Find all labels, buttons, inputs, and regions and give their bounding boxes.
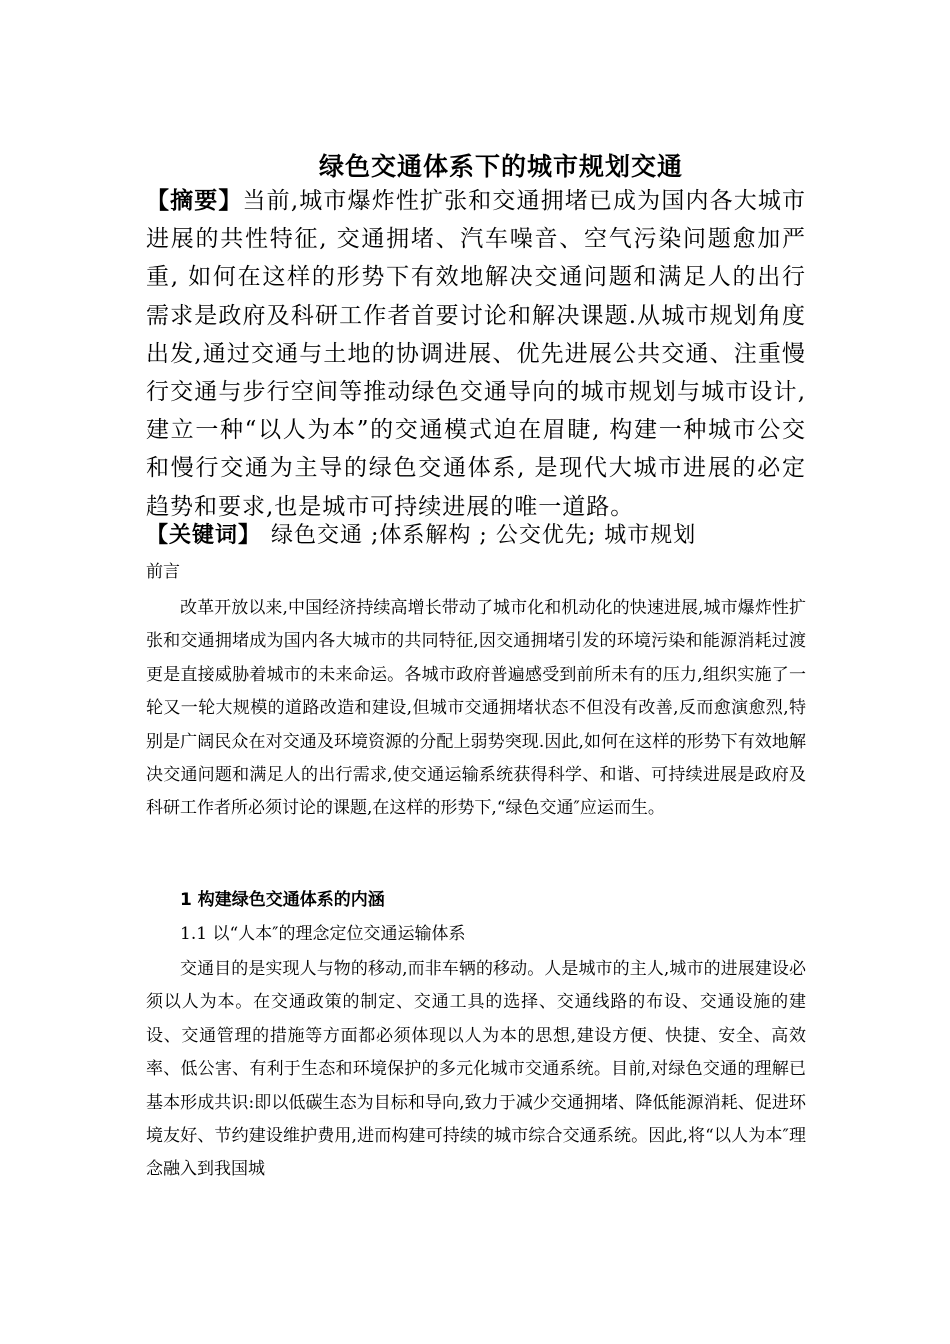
- keywords-label: 【关键词】: [146, 522, 262, 548]
- document-title: 绿色交通体系下的城市规划交通: [318, 151, 683, 181]
- paragraph-intro: 改革开放以来,中国经济持续高增长带动了城市化和机动化的快速进展,城市爆炸性扩张和交通拥堵成为国内各大城市的共同特征,因交通拥堵引发的环境污染和能源消耗过渡更是直接威胁着城市的未来命运。各城市政府普遍感受到前所未有的压力,组织实施了一轮又一轮大规模的道路改造和建设,但城市交通拥堵状态不但没有改善,反而愈演愈烈,特别是广阔民众在对交通及环境资源的分配上弱势突现.因此,如何在这样的形势下有效地解决交通问题和满足人的出行需求,使交通运输系统获得科学、和谐、可持续进展是政府及科研工作者所必须讨论的课题,在这样的形势下,“绿色交通″应运而生。: [146, 598, 806, 819]
- section-1-1-heading: 1.1 以“人本″的理念定位交通运输体系: [180, 924, 466, 944]
- keywords-text: 绿色交通 ;体系解构 ; 公交优先; 城市规划: [271, 523, 697, 548]
- abstract-text: 当前,城市爆炸性扩张和交通拥堵已成为国内各大城市进展的共性特征, 交通拥堵、汽车噪音、空气污染问题愈加严重, 如何在这样的形势下有效地解决交通问题和满足人的出行需求是政府及科研工作者首要讨论和解决课题.从城市规划角度出发,通过交通与土地的协调进展、优先进展公共交通、注重慢行交通与步行空间等推动绿色交通导向的城市规划与城市设计,建立一种“以人为本”的交通模式迫在眉睫, 构建一种城市公交和慢行交通为主导的绿色交通体系, 是现代大城市进展的必定趋势和要求,也是城市可持续进展的唯一道路。: [146, 188, 806, 520]
- abstract-section: [146, 182, 806, 526]
- paragraph-section-1-1: 交通目的是实现人与物的移动,而非车辆的移动。人是城市的主人,城市的进展建设必须以人为本。在交通政策的制定、交通工具的选择、交通线路的布设、交通设施的建设、交通管理的措施等方面都必须体现以人为本的思想,建设方便、快捷、安全、高效率、低公害、有利于生态和环境保护的多元化城市交通系统。目前,对绿色交通的理解已基本形成共识:即以低碳生态为目标和导向,致力于减少交通拥堵、降低能源消耗、促进环境友好、节约建设维护费用,进而构建可持续的城市综合交通系统。因此,将“以人为本″理念融入到我国城: [146, 959, 806, 1180]
- section-1-heading: 1 构建绿色交通体系的内涵: [180, 890, 385, 910]
- keywords-section: [146, 517, 806, 554]
- preface-heading: 前言: [146, 562, 180, 582]
- abstract-label: 【摘要】: [146, 187, 243, 214]
